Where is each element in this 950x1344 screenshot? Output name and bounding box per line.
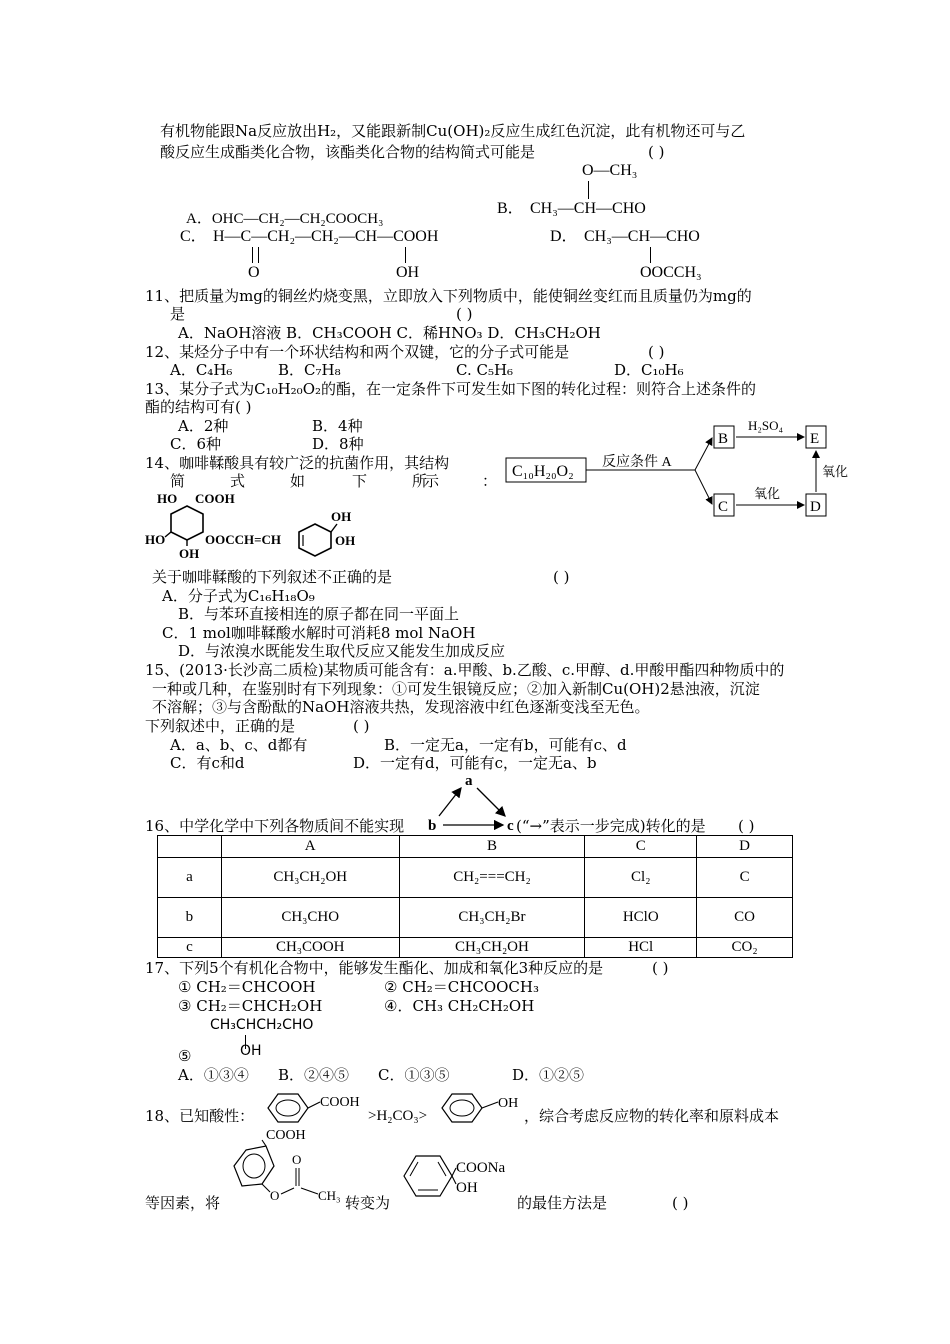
q16-answer-paren: ( ) xyxy=(738,817,755,835)
q18-aspirin-bond-o xyxy=(262,1184,270,1192)
q13-label-d: D xyxy=(810,499,821,515)
q14-stem-line2-char6: 示 xyxy=(424,472,440,490)
q10-option-b-main: CH₃—CH—CHO xyxy=(530,200,646,217)
q12-option-c: C. C₅H₆ xyxy=(456,361,514,379)
q10-stem-line1: 有机物能跟Na反应放出H₂，又能跟新制Cu(OH)₂反应生成红色沉淀，此有机物还可与乙 xyxy=(160,122,746,140)
q16-stem-post: (“→”表示一步完成)转化的是 xyxy=(516,817,706,835)
q18-phenol-structure xyxy=(436,1088,526,1128)
q17-stem: 17、下列5个有机化合物中，能够发生酯化、加成和氧化3种反应的是 xyxy=(145,959,604,977)
q16-table-row xyxy=(158,858,793,898)
q10-option-c-main: H—C—CH₂—CH₂—CH—COOH xyxy=(213,228,439,245)
q18-stem-pre: 18、已知酸性： xyxy=(145,1107,255,1125)
q13-label-e: E xyxy=(810,431,820,447)
q13-stem-line1: 13、某分子式为C₁₀H₂₀O₂的酯，在一定条件下可发生如下图的转化过程：则符合上述条件的 xyxy=(145,380,757,398)
q11-answer-paren: ( ) xyxy=(456,305,473,323)
q17-item-3: ③ CH₂＝CHCH₂OH xyxy=(178,997,323,1015)
q13-label-oxidize-de: 氧化 xyxy=(822,464,849,479)
q18-stem-post: ，综合考虑反应物的转化率和原料成本 xyxy=(524,1107,780,1125)
q16-table-cell: HCl xyxy=(585,938,697,958)
q15-stem-line2: 一种或几种，在鉴别时有下列现象：①可发生银镜反应；②加入新制Cu(OH)2悬浊液，沉淀 xyxy=(152,680,760,698)
q16-table-cell: CH₃CH₂OH xyxy=(221,858,399,898)
q18-benzoic-acid-cooh: COOH xyxy=(320,1095,360,1110)
q18-phenol-ring-inner xyxy=(450,1100,474,1116)
q14-option-c: C．1 mol咖啡鞣酸水解时可消耗8 mol NaOH xyxy=(162,624,476,642)
q10-option-d-substituent: OOCCH₃ xyxy=(640,264,702,281)
q14-question: 关于咖啡鞣酸的下列叙述不正确的是 xyxy=(152,568,393,586)
q13-stem-line2: 酯的结构可有( ) xyxy=(145,398,252,416)
q14-struct-ho-top: HO xyxy=(157,491,178,506)
q10-option-c-hydroxyl: OH xyxy=(396,264,420,281)
q16-triangle-a: a xyxy=(465,773,473,789)
q14-stem-line2-char3: 如 xyxy=(290,472,306,490)
q16-table-header-cell xyxy=(158,836,222,858)
q14-stem-line2-char7: ： xyxy=(482,472,498,490)
q18-aspirin-ring-inner xyxy=(243,1154,265,1178)
q16-table-cell: CH₃CHO xyxy=(221,898,399,938)
q10-option-c-oxygen: O xyxy=(248,264,260,281)
q16-table-row xyxy=(158,938,793,958)
q12-option-a: A．C₄H₆ xyxy=(170,361,233,379)
q18-aspirin-cooh: COOH xyxy=(266,1128,306,1143)
q17-item-2: ② CH₂＝CHCOOCH₃ xyxy=(384,978,539,996)
q15-question: 下列叙述中，正确的是 xyxy=(145,717,296,735)
q13-label-h2so4: H₂SO₄ xyxy=(748,418,784,433)
q17-item-4: ④．CH₃ CH₂CH₂OH xyxy=(384,997,535,1015)
q17-option-d: D．①②⑤ xyxy=(512,1066,585,1084)
q18-acidity-mid: >H₂CO₃> xyxy=(368,1108,428,1124)
q14-answer-paren: ( ) xyxy=(553,568,570,586)
q13-label-condition: 反应条件 A xyxy=(602,455,672,470)
q14-struct-oh-r1: OH xyxy=(331,509,352,524)
q16-table-cell: C xyxy=(697,858,793,898)
q15-option-b: B．一定无a，一定有b，可能有c、d xyxy=(384,736,627,754)
q18-benzoic-acid-ring xyxy=(268,1094,308,1122)
q15-stem-line3: 不溶解；③与含酚酞的NaOH溶液共热，发现溶液中红色逐渐变浅至无色。 xyxy=(152,698,650,716)
q14-cyclohexane-ring xyxy=(171,506,203,540)
q14-stem-line2-char4: 下 xyxy=(352,472,368,490)
q18-phenol-bond xyxy=(482,1102,498,1108)
q16-table-row xyxy=(158,898,793,938)
q18-salicylate-coona: COONa xyxy=(456,1160,506,1176)
q18-benzoic-acid-structure xyxy=(258,1088,368,1128)
q16-table-cell: CO xyxy=(697,898,793,938)
q18-aspirin-ch3: CH₃ xyxy=(318,1188,341,1203)
q13-label-c: C xyxy=(718,499,729,515)
q14-struct-oh-bottom: OH xyxy=(179,546,200,561)
q18-phenol-oh: OH xyxy=(498,1096,519,1111)
q16-table-cell: CH₃COOH xyxy=(221,938,399,958)
q10-option-c-double-bond xyxy=(252,247,259,263)
q16-table-cell: CH₃CH₂OH xyxy=(399,938,585,958)
q17-item-1: ① CH₂＝CHCOOH xyxy=(178,978,316,996)
q16-stem-pre: 16、中学化学中下列各物质间不能实现 xyxy=(145,817,405,835)
q14-struct-ester-chain: OOCCH=CH xyxy=(205,532,282,547)
q15-option-c: C．有c和d xyxy=(170,754,245,772)
q14-struct-ho-left: HO xyxy=(145,532,166,547)
q18-phenol-ring xyxy=(442,1094,482,1122)
q13-option-d: D．8种 xyxy=(312,435,364,453)
q16-table-header-cell: C xyxy=(585,836,697,858)
q13-option-c: C．6种 xyxy=(170,435,222,453)
q10-answer-paren: ( ) xyxy=(648,143,665,161)
q10-stem-line2: 酸反应生成酯类化合物，该酯类化合物的结构简式可能是 xyxy=(160,143,536,161)
q16-table-cell: Cl₂ xyxy=(585,858,697,898)
q18-convert-text: 转变为 xyxy=(345,1194,391,1212)
q12-stem: 12、某烃分子中有一个环状结构和两个双键，它的分子式可能是 xyxy=(145,343,570,361)
q17-option-a: A．①③④ xyxy=(178,1066,249,1084)
q18-answer-paren: ( ) xyxy=(672,1194,689,1212)
q14-stem-line2-char2: 式 xyxy=(230,472,246,490)
q16-table-header-cell: B xyxy=(399,836,585,858)
q14-bond-ho-left xyxy=(165,532,171,537)
q13-conversion-diagram xyxy=(500,416,860,526)
q10-option-b-bond xyxy=(588,181,589,199)
q16-table-cell: CH₂===CH₂ xyxy=(399,858,585,898)
q14-option-a: A．分子式为C₁₆H₁₈O₉ xyxy=(162,587,315,605)
q13-label-start: C₁₀H₂₀O₂ xyxy=(512,463,574,480)
q18-aspirin-o-mid: O xyxy=(270,1188,280,1203)
q16-triangle-c: c xyxy=(507,818,514,832)
q13-label-oxidize-cd: 氧化 xyxy=(754,486,781,501)
q16-triangle-b: b xyxy=(428,818,437,832)
q16-arrow-a-c xyxy=(477,788,505,816)
q14-stem-line2-char1: 简 xyxy=(170,472,186,490)
q14-benzene-ring xyxy=(299,524,331,556)
q11-options: A．NaOH溶液 B．CH₃COOH C．稀HNO₃ D．CH₃CH₂OH xyxy=(178,324,601,342)
q14-stem-line1: 14、咖啡鞣酸具有较广泛的抗菌作用，其结构 xyxy=(145,454,450,472)
q18-aspirin-bond-oc xyxy=(281,1188,294,1194)
q14-option-b: B．与苯环直接相连的原子都在同一平面上 xyxy=(178,605,460,623)
q14-molecule-structure xyxy=(145,490,375,562)
q14-bond-oh-r1 xyxy=(331,524,337,532)
q18-sodium-salicylate-structure xyxy=(396,1142,526,1212)
q16-table-cell: CH₃CH₂Br xyxy=(399,898,585,938)
q18-line2-post: 的最佳方法是 xyxy=(517,1194,608,1212)
q14-struct-cooh: COOH xyxy=(195,491,235,506)
q18-aspirin-o-top: O xyxy=(292,1152,302,1167)
q16-arrow-b-a xyxy=(439,788,461,816)
q13-branch-up xyxy=(695,438,712,470)
q17-item-5-label: ⑤ xyxy=(178,1047,192,1065)
q16-table-header-cell: D xyxy=(697,836,793,858)
q18-aspirin-structure xyxy=(226,1124,348,1210)
q17-option-b: B．②④⑤ xyxy=(278,1066,350,1084)
q18-aspirin-bond-cc xyxy=(301,1188,318,1194)
q14-stem-line2-char5: 所 xyxy=(412,472,428,490)
q16-table-header-cell: A xyxy=(221,836,399,858)
q16-table-cell: a xyxy=(158,858,222,898)
q15-stem-line1: 15、(2013·长沙高二质检)某物质可能含有：a.甲酸、b.乙酸、c.甲醇、d.甲酸甲酯四种物质中的 xyxy=(145,661,785,679)
q13-option-b: B．4种 xyxy=(312,417,363,435)
q10-option-d-main: CH₃—CH—CHO xyxy=(584,228,700,245)
q16-table-cell: c xyxy=(158,938,222,958)
q10-option-b-label: B． xyxy=(497,200,524,217)
q10-option-c-bond xyxy=(405,247,406,263)
q16-table-cell: CO₂ xyxy=(697,938,793,958)
q14-struct-oh-r2: OH xyxy=(335,533,356,548)
q10-option-a: A．OHC—CH₂—CH₂COOCH₃ xyxy=(186,211,384,227)
q17-item-5-structure: CH₃CHCH₂CHO xyxy=(210,1017,314,1033)
q13-option-a: A．2种 xyxy=(178,417,229,435)
q18-benzoic-acid-bond xyxy=(308,1102,320,1108)
q12-option-d: D．C₁₀H₆ xyxy=(614,361,684,379)
q10-option-c-label: C． xyxy=(180,228,207,245)
q10-option-b-substituent: O—CH₃ xyxy=(582,162,638,179)
q15-answer-paren: ( ) xyxy=(353,717,370,735)
q10-option-d-bond xyxy=(650,247,651,263)
q18-salicylate-oh: OH xyxy=(456,1180,478,1196)
q16-triangle-diagram xyxy=(425,772,525,832)
q15-option-a: A．a、b、c、d都有 xyxy=(170,736,308,754)
q17-option-c: C．①③⑤ xyxy=(378,1066,450,1084)
q18-line2-pre: 等因素，将 xyxy=(145,1194,221,1212)
q16-table-cell: b xyxy=(158,898,222,938)
q11-stem-line1: 11、把质量为mg的铜丝灼烧变黑，立即放入下列物质中，能使铜丝变红而且质量仍为mg的 xyxy=(145,287,752,305)
q10-option-d-label: D． xyxy=(550,228,578,245)
q13-branch-down xyxy=(695,470,712,504)
q17-item-5-hydroxyl: OH xyxy=(240,1043,262,1059)
q18-benzoic-acid-ring-inner xyxy=(276,1100,300,1116)
q16-table-header-row xyxy=(158,836,793,858)
q12-answer-paren: ( ) xyxy=(648,343,665,361)
q12-option-b: B．C₇H₈ xyxy=(278,361,341,379)
q16-table-cell: HClO xyxy=(585,898,697,938)
q16-table xyxy=(157,835,793,958)
q18-aspirin-ring xyxy=(234,1146,274,1186)
q13-label-b: B xyxy=(718,431,729,447)
q17-answer-paren: ( ) xyxy=(652,959,669,977)
q11-stem-line2: 是 xyxy=(170,305,186,323)
q14-option-d: D．与浓溴水既能发生取代反应又能发生加成反应 xyxy=(178,642,506,660)
q15-option-d: D．一定有d，可能有c，一定无a、b xyxy=(353,754,597,772)
